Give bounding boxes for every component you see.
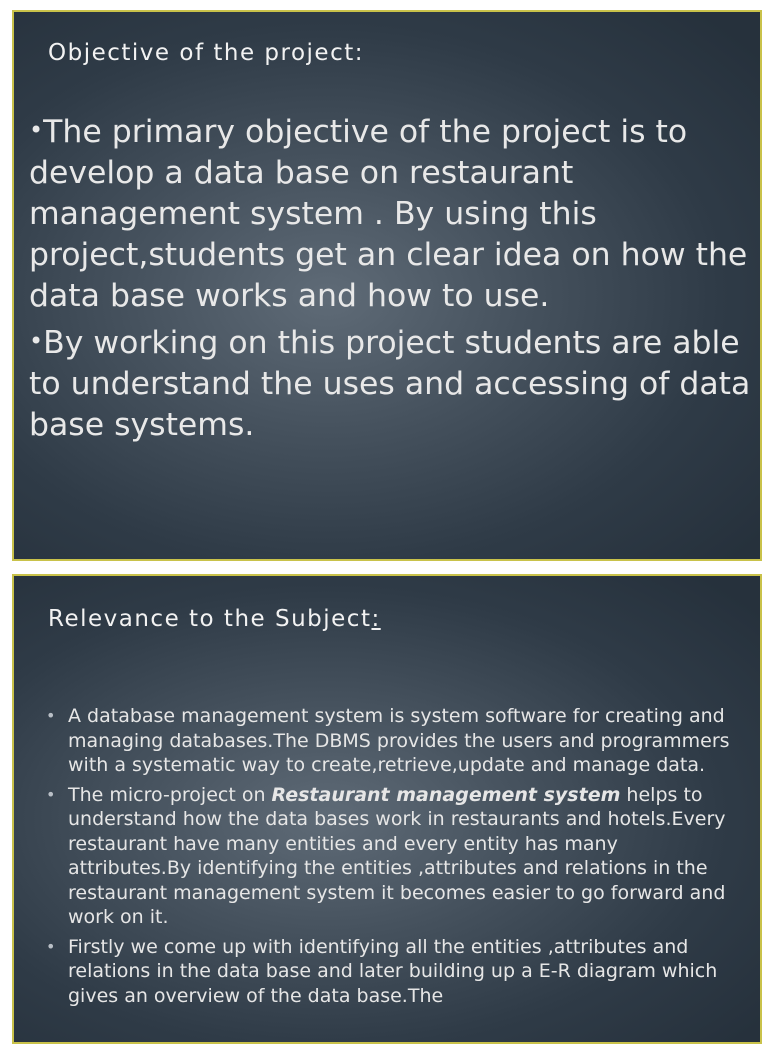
relevance-bullet-text-before: The micro-project on bbox=[68, 783, 272, 806]
slide-relevance bbox=[12, 574, 762, 1044]
objective-bullet bbox=[29, 110, 755, 317]
slide-title-relevance bbox=[48, 606, 381, 632]
bullet-marker: • bbox=[29, 327, 44, 355]
slide-title-objective: Objective of the project: bbox=[48, 40, 364, 66]
relevance-bullet bbox=[44, 783, 744, 930]
relevance-bullet-list bbox=[44, 704, 744, 1013]
relevance-bullet bbox=[44, 935, 744, 1009]
bullet-marker: • bbox=[46, 936, 56, 956]
bullet-marker: • bbox=[46, 706, 56, 725]
objective-bullet bbox=[29, 321, 755, 446]
objective-bullet-text: The primary objective of the project is to develop a data base on restaurant management system . By using this project,students get an clear idea on how the data base works and how to use. bbox=[29, 114, 748, 314]
relevance-bullet-text-after: helps to understand how the data bases work in restaurants and hotels.Every restaurant have many entities and every entity has many attributes.By identifying the entities ,attributes and relations in the restaurant management system it becomes easier to go forward and work on it. bbox=[68, 783, 726, 928]
relevance-bullet-text: Firstly we come up with identifying all the entities ,attributes and relations in the data base and later building up a E-R diagram which gives an overview of the data base.The bbox=[68, 935, 718, 1007]
relevance-bullet bbox=[44, 704, 744, 778]
bullet-marker: • bbox=[46, 784, 56, 804]
slide-title-text: Relevance to the Subject bbox=[48, 606, 372, 632]
objective-bullet-list bbox=[29, 110, 755, 450]
relevance-bullet-text: A database management system is system software for creating and managing databases.The DBMS provides the users and programmers with a systematic way to create,retrieve,update and manage data. bbox=[68, 705, 730, 776]
project-name-emphasis: Restaurant management system bbox=[271, 783, 621, 806]
slide-objective bbox=[12, 10, 762, 561]
objective-bullet-text: By working on this project students are able to understand the uses and accessing of data base systems. bbox=[29, 325, 751, 443]
slide-title-colon: : bbox=[371, 606, 381, 632]
bullet-marker: • bbox=[29, 116, 44, 144]
